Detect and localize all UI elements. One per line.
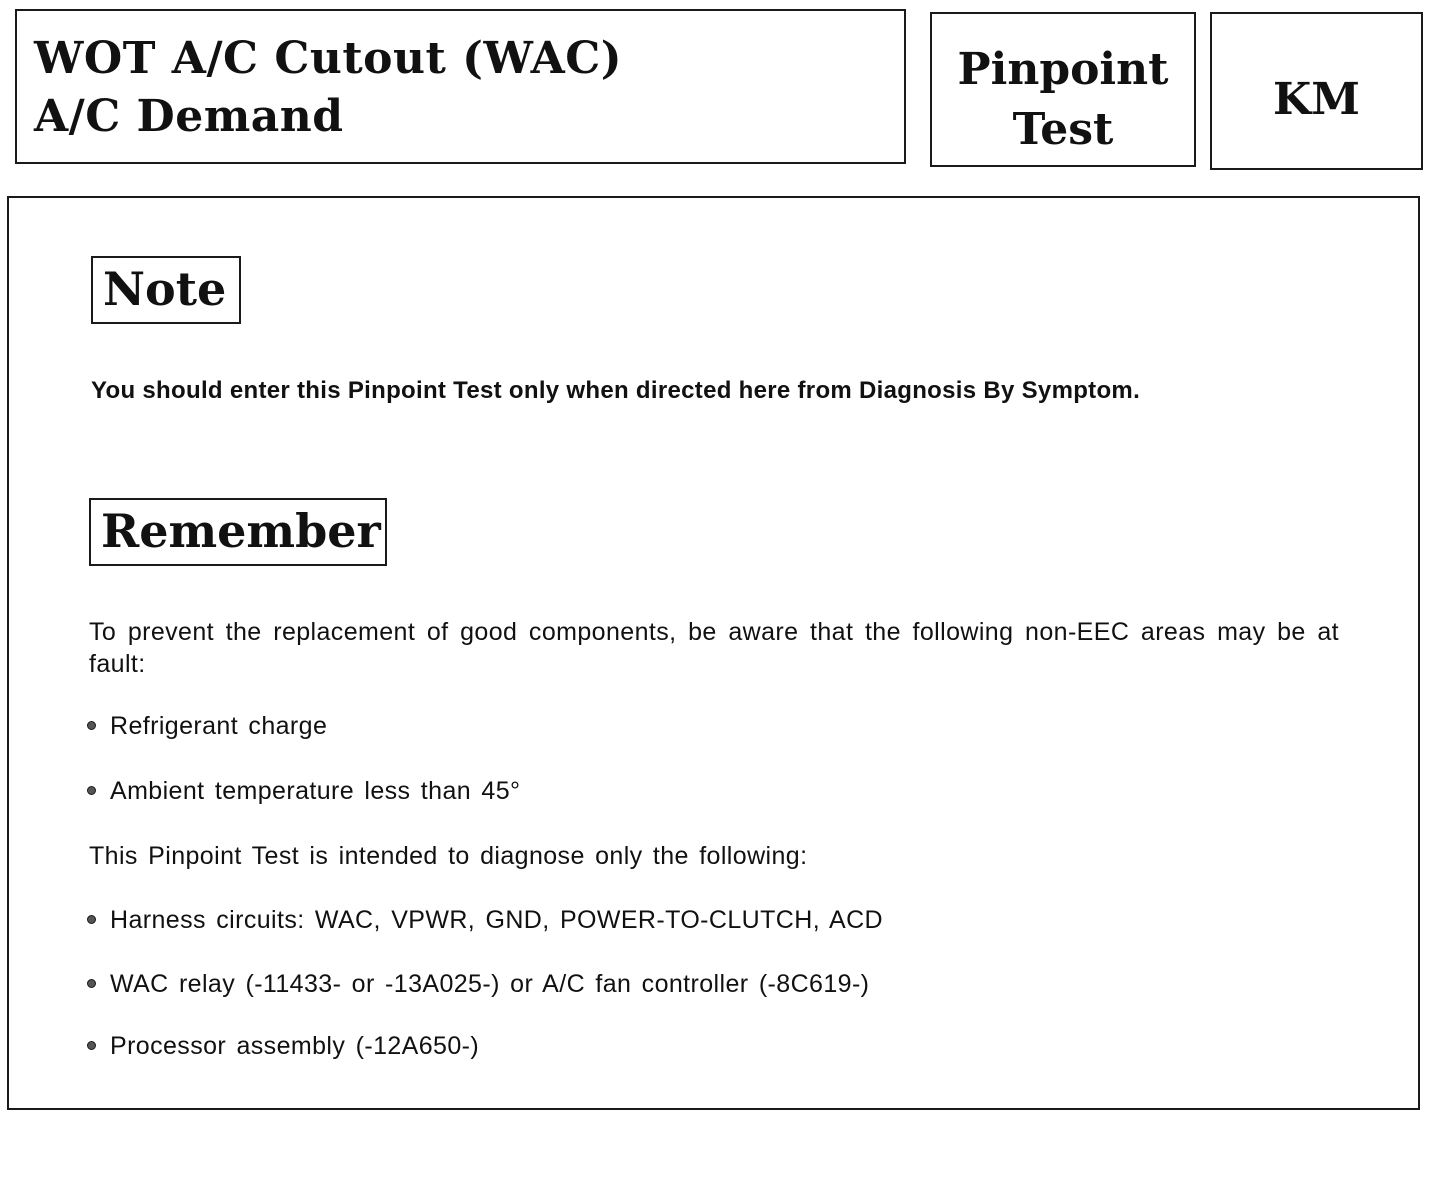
list-item-text: Ambient temperature less than 45°: [110, 777, 521, 805]
bullet-icon: [87, 1041, 96, 1050]
list-item-text: Harness circuits: WAC, VPWR, GND, POWER-TO-CLUTCH, ACD: [110, 906, 883, 934]
pinpoint-label: Pinpoint: [957, 44, 1169, 95]
list-item: [87, 968, 869, 1000]
page-subtitle: A/C Demand: [34, 91, 344, 142]
list-item: [87, 775, 520, 807]
bullet-icon: [87, 721, 96, 730]
remember-intro: To prevent the replacement of good components, be aware that the following non-EEC areas may be at fault:: [89, 618, 1339, 678]
note-heading: Note: [91, 256, 241, 324]
note-text: You should enter this Pinpoint Test only when directed here from Diagnosis By Symptom.: [91, 377, 1141, 404]
bullet-icon: [87, 979, 96, 988]
title-box: [15, 9, 906, 164]
bullet-icon: [87, 786, 96, 795]
bullet-icon: [87, 915, 96, 924]
test-code-box: [1210, 12, 1423, 170]
test-code: KM: [1273, 74, 1360, 125]
intended-intro: This Pinpoint Test is intended to diagnose only the following:: [89, 842, 808, 870]
list-item-text: Processor assembly (-12A650-): [110, 1032, 480, 1060]
list-item-text: WAC relay (-11433- or -13A025-) or A/C fan controller (-8C619-): [110, 970, 870, 998]
list-item: [87, 1030, 479, 1062]
list-item-text: Refrigerant charge: [110, 712, 328, 740]
remember-heading: Remember: [89, 498, 387, 566]
list-item: [87, 904, 883, 936]
content-panel: [7, 196, 1420, 1110]
page-title: WOT A/C Cutout (WAC): [34, 33, 623, 84]
pinpoint-test-box: [930, 12, 1196, 167]
list-item: [87, 710, 327, 742]
test-label: Test: [1012, 104, 1114, 155]
